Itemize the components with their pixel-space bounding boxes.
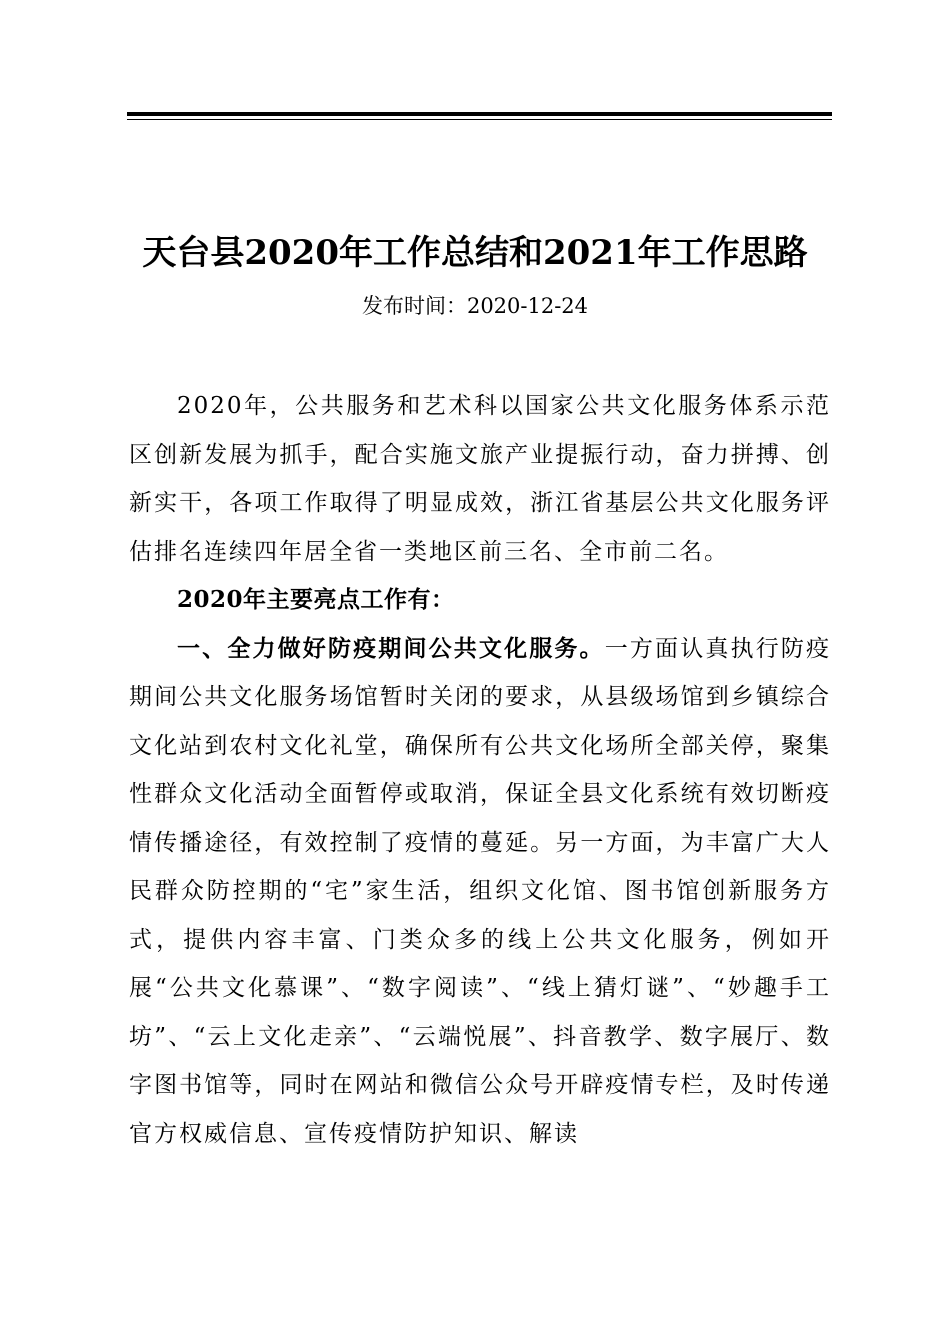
publish-info [0, 290, 950, 322]
publish-label: 发布时间： [361, 294, 467, 318]
intro-paragraph: 2020年，公共服务和艺术科以国家公共文化服务体系示范区创新发展为抓手，配合实施文旅产业提振行动，奋力拼搏、创新实干，各项工作取得了明显成效，浙江省基层公共文化服务评估排名连续四年居全省一类地区前三名、全市前二名。 [129, 393, 831, 565]
publish-date: 2020-12-24 [466, 294, 589, 318]
section-one-lead: 一、全力做好防疫期间公共文化服务。 [177, 634, 605, 662]
highlights-heading: 2020年主要亮点工作有： [177, 586, 455, 613]
header-rule-thin [127, 119, 832, 120]
section-one-text: 一方面认真执行防疫期间公共文化服务场馆暂时关闭的要求，从县级场馆到乡镇综合文化站到农村文化礼堂，确保所有公共文化场所全部关停，聚集性群众文化活动全面暂停或取消，保证全县文化系统有效切断疫情传播途径，有效控制了疫情的蔓延。另一方面，为丰富广大人民群众防控期的“宅”家生活，组织文化馆、图书馆创新服务方式，提供内容丰富、门类众多的线上公共文化服务，例如开展“公共文化慕课”、“数字阅读”、“线上猜灯谜”、“妙趣手工坊”、“云上文化走亲”、“云端悦展”、抖音教学、数字展厅、数字图书馆等，同时在网站和微信公众号开辟疫情专栏，及时传递官方权威信息、宣传疫情防护知识、解读 [129, 635, 832, 1147]
section-one-paragraph [129, 625, 831, 1159]
header-rule-thick [127, 112, 832, 116]
document-body [129, 382, 831, 1158]
document-title: 天台县2020年工作总结和2021年工作思路 [142, 233, 808, 273]
